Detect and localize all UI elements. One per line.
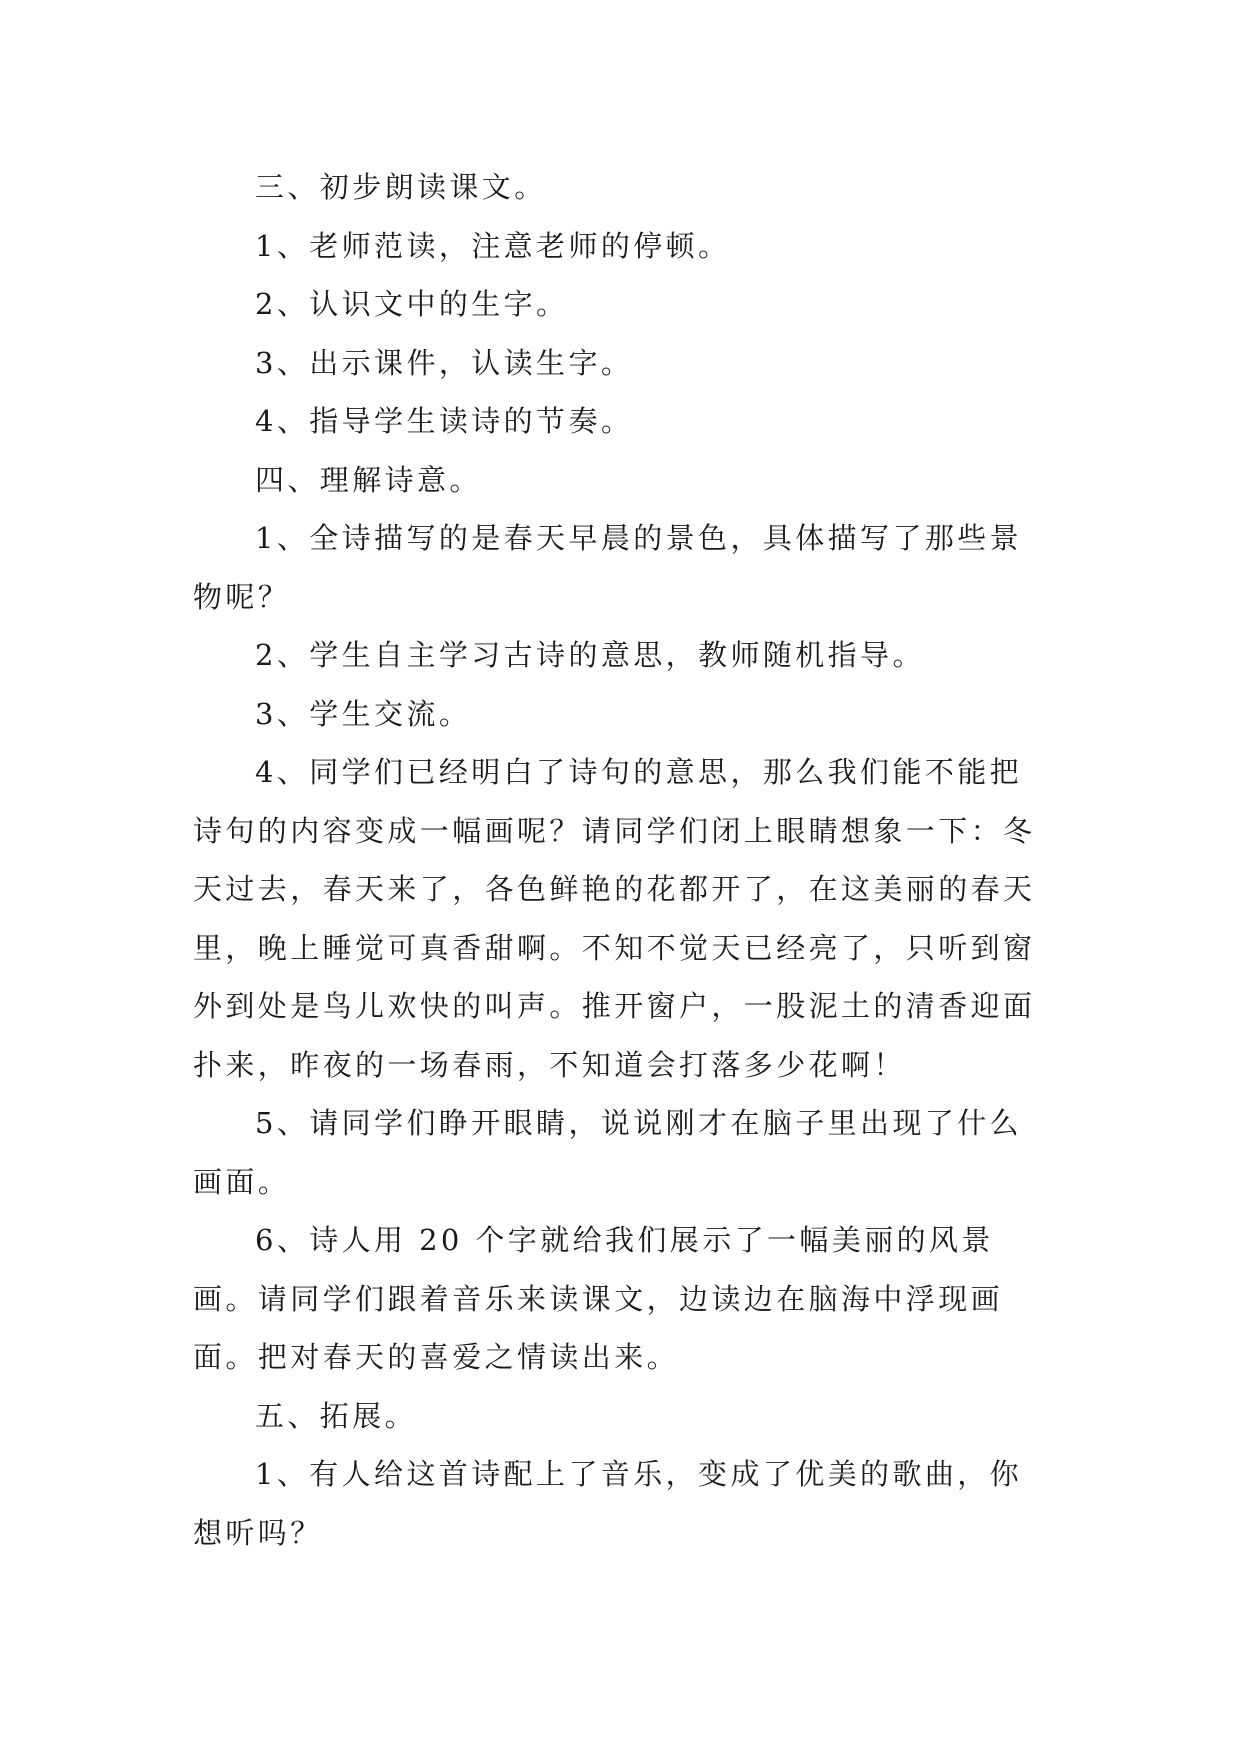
list-item: 1、全诗描写的是春天早晨的景色，具体描写了那些景物呢？ bbox=[193, 521, 1023, 614]
list-item: 6、诗人用 20 个字就给我们展示了一幅美丽的风景画。请同学们跟着音乐来读课文，边读边在脑海中浮现画面。把对春天的喜爱之情读出来。 bbox=[193, 1223, 1004, 1374]
list-item: 2、认识文中的生字。 bbox=[255, 287, 569, 321]
section-heading-extension: 五、拓展。 bbox=[255, 1398, 418, 1433]
list-item: 1、有人给这首诗配上了音乐，变成了优美的歌曲，你想听吗？ bbox=[193, 1457, 1023, 1550]
list-item: 3、学生交流。 bbox=[255, 696, 472, 731]
list-item: 2、学生自主学习古诗的意思，教师随机指导。 bbox=[255, 638, 925, 672]
list-item: 3、出示课件，认读生字。 bbox=[255, 345, 634, 380]
document-body bbox=[193, 158, 1053, 1562]
section-heading-understanding: 四、理解诗意。 bbox=[255, 462, 482, 497]
section-heading-reading: 三、初步朗读课文。 bbox=[255, 170, 547, 204]
list-item: 4、同学们已经明白了诗句的意思，那么我们能不能把诗句的内容变成一幅画呢？请同学们闭上眼睛想象一下：冬天过去，春天来了，各色鲜艳的花都开了，在这美丽的春天里，晚上睡觉可真香甜啊。不知不觉天已经亮了，只听到窗外到处是鸟儿欢快的叫声。推开窗户，一股泥土的清香迎面扑来，昨夜的一场春雨，不知道会打落多少花啊！ bbox=[193, 755, 1036, 1082]
list-item: 1、老师范读，注意老师的停顿。 bbox=[255, 228, 731, 263]
list-item: 4、指导学生读诗的节奏。 bbox=[255, 404, 634, 438]
list-item: 5、请同学们睁开眼睛，说说刚才在脑子里出现了什么画面。 bbox=[193, 1106, 1023, 1199]
